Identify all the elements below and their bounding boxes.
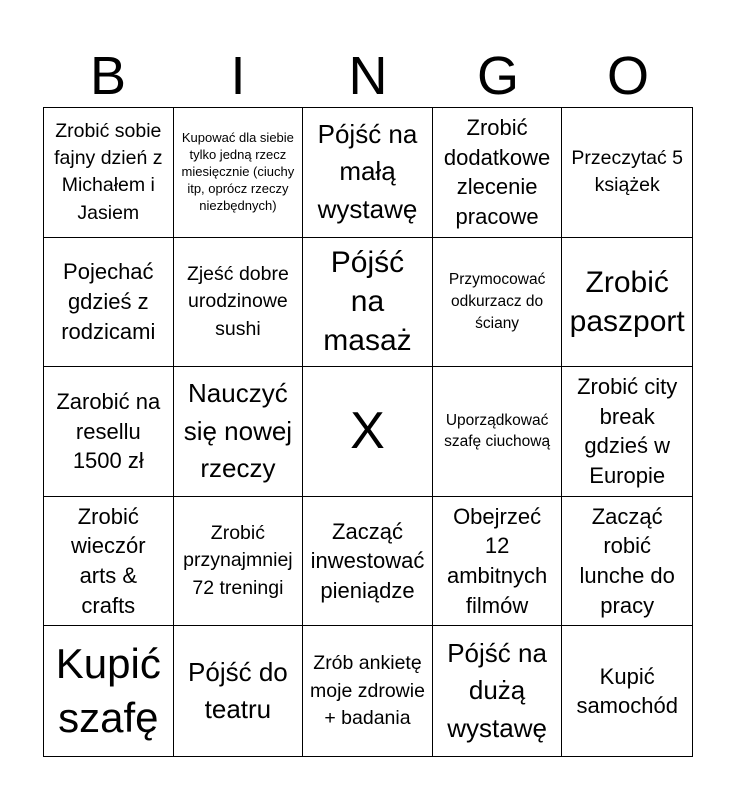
bingo-cell-text: Zrób ankietę moje zdrowie + badania bbox=[310, 652, 425, 729]
bingo-cell-text: Przeczytać 5 książek bbox=[571, 147, 683, 197]
bingo-cell[interactable] bbox=[562, 497, 692, 627]
bingo-cell-text: Zarobić na resellu 1500 zł bbox=[56, 388, 161, 474]
bingo-cell[interactable] bbox=[44, 238, 174, 368]
bingo-cell-text: Pojechać gdzieś z rodzicami bbox=[61, 259, 156, 344]
bingo-cell-text: Zjeść dobre urodzinowe sushi bbox=[186, 262, 289, 340]
bingo-cell-text: Obejrzeć 12 ambitnych filmów bbox=[446, 503, 548, 618]
bingo-cell-text: Zrobić dodatkowe zlecenie pracowe bbox=[443, 114, 551, 229]
bingo-cell-text: Kupić samochód bbox=[576, 663, 678, 719]
bingo-cell[interactable] bbox=[562, 626, 692, 756]
bingo-cell[interactable] bbox=[44, 626, 174, 756]
bingo-cell-text: Pójść na masaż bbox=[323, 246, 412, 358]
bingo-cell[interactable] bbox=[44, 497, 174, 627]
bingo-cell[interactable] bbox=[562, 108, 692, 238]
bingo-cell[interactable] bbox=[562, 238, 692, 368]
bingo-cell-text: Zacząć inwestować pieniądze bbox=[310, 518, 425, 603]
bingo-cell[interactable] bbox=[303, 626, 433, 756]
bingo-board bbox=[43, 107, 693, 757]
bingo-cell[interactable] bbox=[44, 367, 174, 497]
title-letter-b: B bbox=[89, 46, 127, 106]
bingo-cell[interactable] bbox=[562, 367, 692, 497]
bingo-cell[interactable] bbox=[44, 108, 174, 238]
bingo-cell-text: Kupić szafę bbox=[55, 639, 161, 742]
bingo-cell-text: Pójść na małą wystawę bbox=[317, 118, 418, 225]
bingo-cell-text: Przymocować odkurzacz do ściany bbox=[448, 271, 546, 332]
title-letter-n: N bbox=[348, 46, 388, 106]
bingo-cell[interactable] bbox=[433, 497, 563, 627]
bingo-cell-text: Nauczyć się nowej rzeczy bbox=[183, 377, 293, 484]
bingo-cell-text: X bbox=[350, 402, 385, 461]
bingo-cell[interactable] bbox=[433, 626, 563, 756]
bingo-cell[interactable] bbox=[303, 108, 433, 238]
title-letter-g: G bbox=[476, 46, 519, 106]
bingo-cell-text: Kupować dla siebie tylko jedną rzecz miesięcznie (ciuchy itp, oprócz rzeczy niezbędnych) bbox=[181, 130, 295, 213]
bingo-cell[interactable] bbox=[303, 497, 433, 627]
bingo-cell[interactable] bbox=[174, 497, 304, 627]
bingo-cell-text: Uporządkować szafę ciuchową bbox=[444, 411, 551, 451]
bingo-cell[interactable] bbox=[174, 238, 304, 368]
bingo-cell[interactable] bbox=[174, 108, 304, 238]
bingo-cell[interactable] bbox=[174, 626, 304, 756]
bingo-cell[interactable] bbox=[433, 238, 563, 368]
title-letter-o: O bbox=[606, 46, 649, 106]
bingo-cell[interactable] bbox=[303, 238, 433, 368]
bingo-cell-text: Pójść na dużą wystawę bbox=[447, 637, 547, 744]
bingo-title bbox=[43, 44, 693, 108]
bingo-free-cell[interactable] bbox=[303, 367, 433, 497]
bingo-cell-text: Zrobić wieczór arts & crafts bbox=[71, 503, 146, 618]
bingo-cell-text: Zrobić sobie fajny dzień z Michałem i Jasiem bbox=[54, 119, 163, 224]
title-letter-i: I bbox=[230, 46, 246, 106]
bingo-cell[interactable] bbox=[174, 367, 304, 497]
bingo-cell-text: Zrobić city break gdzieś w Europie bbox=[577, 374, 678, 489]
bingo-cell-text: Pójść do teatru bbox=[188, 656, 288, 725]
bingo-cell-text: Zrobić przynajmniej 72 treningi bbox=[183, 522, 293, 599]
bingo-cell[interactable] bbox=[433, 108, 563, 238]
bingo-cell-text: Zrobić paszport bbox=[569, 265, 685, 338]
bingo-cell-text: Zacząć robić lunche do pracy bbox=[579, 503, 675, 618]
bingo-cell[interactable] bbox=[433, 367, 563, 497]
